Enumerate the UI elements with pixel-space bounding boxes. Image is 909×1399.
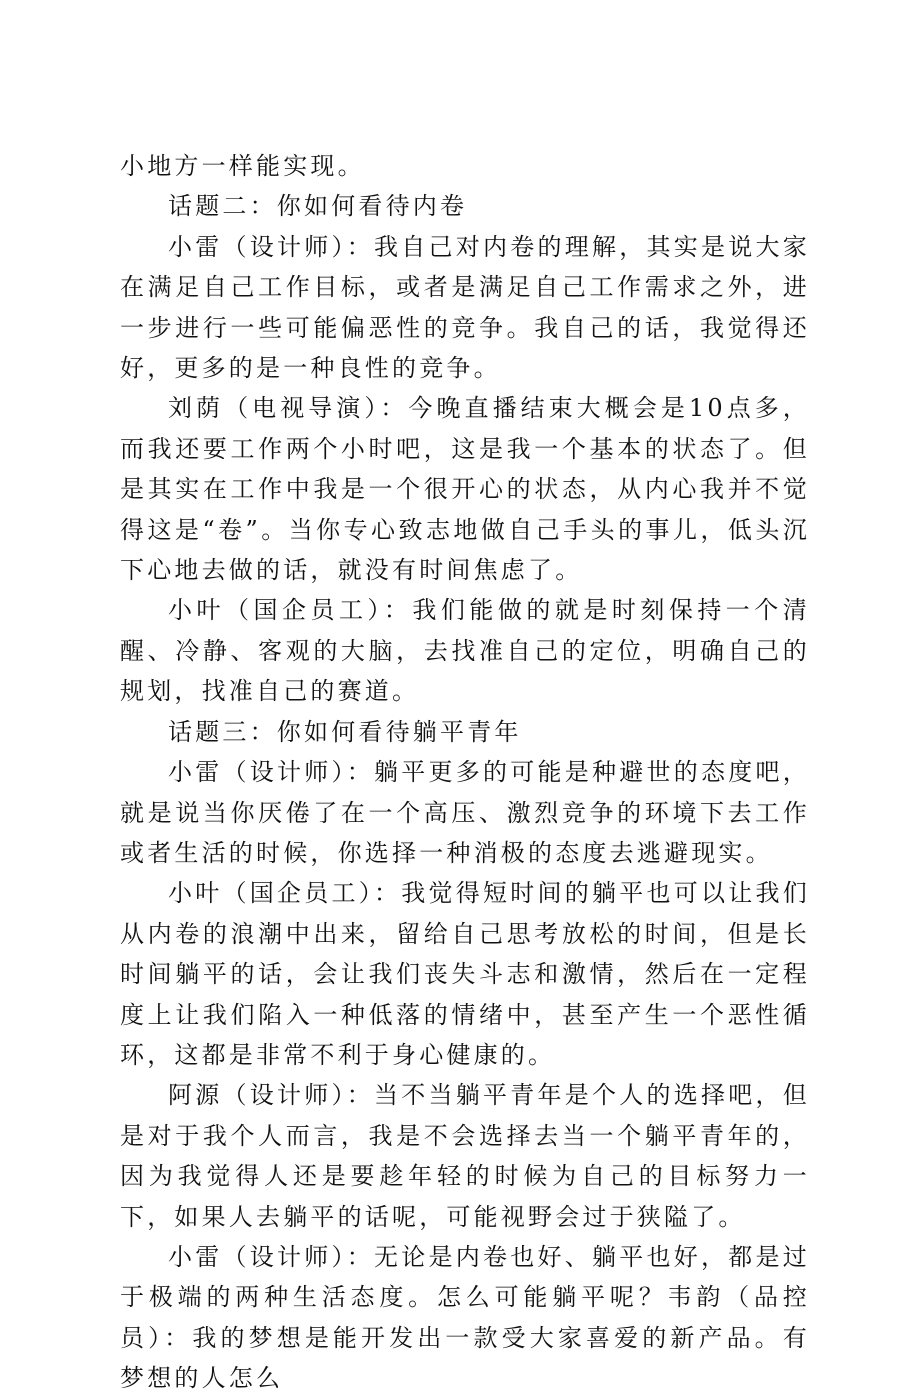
paragraph-liuyin: 刘荫（电视导演）：今晚直播结束大概会是10点多，而我还要工作两个小时吧，这是我一个基本的状态了。但是其实在工作中我是一个很开心的状态，从内心我并不觉得这是“卷”。当你专心致志地做自己手头的事儿，低头沉下心地去做的话，就没有时间焦虑了。 — [120, 394, 810, 585]
document-body — [120, 146, 810, 1399]
paragraph-xiaoye-involution: 小叶（国企员工）：我们能做的就是时刻保持一个清醒、冷静、客观的大脑，去找准自己的定位，明确自己的规划，找准自己的赛道。 — [120, 596, 810, 706]
paragraph-continuation: 小地方一样能实现。 — [120, 152, 365, 180]
paragraph-xiaolei-weiyun: 小雷（设计师）：无论是内卷也好、躺平也好，都是过于极端的两种生活态度。怎么可能躺平呢？韦韵（品控员）：我的梦想是能开发出一款受大家喜爱的新产品。有梦想的人怎么 — [120, 1242, 810, 1393]
topic-heading-three: 话题三：你如何看待躺平青年 — [168, 717, 522, 746]
paragraph-ayuan: 阿源（设计师）：当不当躺平青年是个人的选择吧，但是对于我个人而言，我是不会选择去当一个躺平青年的，因为我觉得人还是要趁年轻的时候为自己的目标努力一下，如果人去躺平的话呢，可能视野会过于狭隘了。 — [120, 1081, 810, 1231]
paragraph-xiaolei-involution: 小雷（设计师）：我自己对内卷的理解，其实是说大家在满足自己工作目标，或者是满足自己工作需求之外，进一步进行一些可能偏恶性的竞争。我自己的话，我觉得还好，更多的是一种良性的竞争。 — [120, 232, 810, 383]
paragraph-xiaoye-lying-flat: 小叶（国企员工）：我觉得短时间的躺平也可以让我们从内卷的浪潮中出来，留给自己思考放松的时间，但是长时间躺平的话，会让我们丧失斗志和激情，然后在一定程度上让我们陷入一种低落的情绪中，甚至产生一个恶性循环，这都是非常不利于身心健康的。 — [120, 879, 810, 1069]
paragraph-xiaolei-lying-flat: 小雷（设计师）：躺平更多的可能是种避世的态度吧，就是说当你厌倦了在一个高压、激烈竞争的环境下去工作或者生活的时候，你选择一种消极的态度去逃避现实。 — [120, 758, 810, 867]
topic-heading-two: 话题二：你如何看待内卷 — [168, 192, 468, 221]
